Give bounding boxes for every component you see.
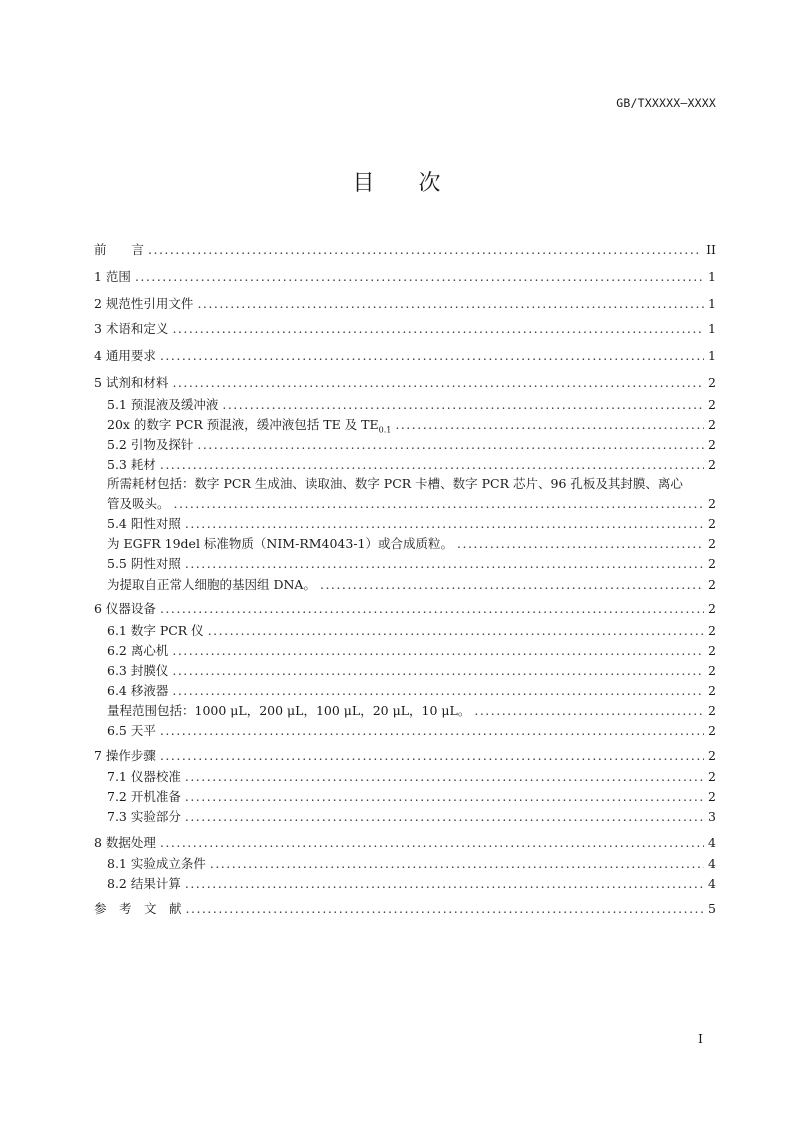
toc-entry-section-4[interactable] (94, 348, 716, 364)
toc-label: 6.3 封膜仪 (107, 663, 169, 678)
toc-leader-dots (474, 703, 704, 719)
toc-page-number: 2 (708, 663, 716, 678)
toc-leader-dots (135, 269, 704, 285)
toc-entry-section-7-3[interactable] (107, 809, 716, 825)
toc-entry-references[interactable] (94, 901, 716, 917)
toc-leader-dots (160, 457, 704, 473)
toc-label-main: 20x 的数字 PCR 预混液，缓冲液包括 TE 及 TE (107, 417, 379, 432)
toc-entry-section-5-5-note[interactable] (107, 577, 716, 593)
toc-page-number: 2 (708, 789, 716, 804)
toc-page-number: 2 (708, 643, 716, 658)
toc-label: 5.1 预混液及缓冲液 (107, 397, 219, 412)
toc-page-number: 4 (708, 856, 716, 871)
toc-leader-dots (395, 417, 704, 433)
toc-label: 7 操作步骤 (94, 748, 156, 763)
toc-leader-dots (160, 601, 704, 617)
toc-entry-section-5-3-note-line2[interactable] (107, 496, 716, 512)
toc-entry-section-5-1[interactable] (107, 397, 716, 413)
toc-entry-section-5-4[interactable] (107, 516, 716, 532)
toc-leader-dots (208, 623, 704, 639)
toc-label: 8.2 结果计算 (107, 876, 181, 891)
toc-page-number: 2 (708, 556, 716, 571)
toc-entry-section-6[interactable] (94, 601, 716, 617)
toc-leader-dots (160, 748, 704, 764)
toc-label: 5 试剂和材料 (94, 375, 169, 390)
toc-entry-section-8[interactable] (94, 835, 716, 851)
toc-label: 5.2 引物及探针 (107, 437, 194, 452)
toc-entry-section-8-1[interactable] (107, 856, 716, 872)
toc-leader-dots (185, 516, 704, 532)
toc-label: 为提取自正常人细胞的基因组 DNA。 (107, 577, 316, 592)
toc-entry-section-7-2[interactable] (107, 789, 716, 805)
toc-entry-section-2[interactable] (94, 296, 716, 312)
toc-page-number: 2 (708, 496, 716, 511)
toc-entry-section-7-1[interactable] (107, 769, 716, 785)
toc-label: 前 言 (94, 242, 145, 257)
toc-page-number: 2 (708, 748, 716, 763)
toc-label: 6.1 数字 PCR 仪 (107, 623, 204, 638)
toc-entry-section-6-5[interactable] (107, 723, 716, 739)
toc-entry-section-6-4-note[interactable] (107, 703, 716, 719)
toc-label: 参 考 文 献 (94, 901, 182, 916)
toc-leader-dots (185, 769, 704, 785)
toc-entry-section-5[interactable] (94, 375, 716, 391)
toc-label: 7.3 实验部分 (107, 809, 181, 824)
toc-leader-dots (197, 437, 704, 453)
toc-leader-dots (174, 496, 704, 512)
toc-page-number: 2 (708, 437, 716, 452)
toc-leader-dots (160, 835, 704, 851)
toc-page-number: 2 (708, 417, 716, 432)
toc-page-number: 1 (708, 348, 716, 363)
toc-leader-dots (185, 809, 704, 825)
toc-label: 2 规范性引用文件 (94, 296, 194, 311)
toc-label (107, 417, 391, 439)
toc-label: 所需耗材包括：数字 PCR 生成油、读取油、数字 PCR 卡槽、数字 PCR 芯片、96 孔板及其封膜、离心 (107, 476, 683, 491)
toc-entry-section-6-2[interactable] (107, 643, 716, 659)
toc-label: 6.4 移液器 (107, 683, 169, 698)
toc-page-number: 2 (708, 536, 716, 551)
toc-page-number: 2 (708, 723, 716, 738)
toc-label: 5.3 耗材 (107, 457, 156, 472)
toc-label-subscript: 0.1 (378, 425, 392, 435)
toc-label: 量程范围包括：1000 μL，200 μL，100 μL，20 μL，10 μL。 (107, 703, 471, 718)
toc-leader-dots (185, 556, 704, 572)
toc-leader-dots (197, 296, 704, 312)
toc-page-number: 2 (708, 375, 716, 390)
toc-leader-dots (172, 321, 704, 337)
toc-label: 6.2 离心机 (107, 643, 169, 658)
toc-entry-section-5-4-note[interactable] (107, 536, 716, 552)
toc-label: 8.1 实验成立条件 (107, 856, 206, 871)
toc-page-number: 1 (708, 296, 716, 311)
toc-label: 为 EGFR 19del 标准物质（NIM-RM4043-1）或合成质粒。 (107, 536, 454, 551)
toc-leader-dots (172, 683, 704, 699)
toc-entry-section-6-3[interactable] (107, 663, 716, 679)
toc-leader-dots (320, 577, 704, 593)
toc-entry-preface[interactable] (94, 242, 716, 258)
page-title: 目 次 (352, 171, 441, 196)
toc-leader-dots (185, 876, 704, 892)
toc-leader-dots (222, 397, 704, 413)
toc-entry-section-5-3-note-line1[interactable] (107, 476, 716, 492)
toc-entry-section-6-4[interactable] (107, 683, 716, 699)
toc-page-number: 2 (708, 601, 716, 616)
toc-entry-section-5-1-note[interactable] (107, 417, 716, 433)
toc-page-number: 2 (708, 516, 716, 531)
toc-leader-dots (185, 789, 704, 805)
toc-entry-section-5-5[interactable] (107, 556, 716, 572)
toc-leader-dots (148, 242, 702, 258)
toc-entry-section-1[interactable] (94, 269, 716, 285)
toc-entry-section-5-2[interactable] (107, 437, 716, 453)
toc-page-number: 2 (708, 397, 716, 412)
document-code: GB/TXXXXX—XXXX (616, 96, 716, 110)
toc-page-number: 1 (708, 321, 716, 336)
toc-label: 1 范围 (94, 269, 131, 284)
toc-label: 6 仪器设备 (94, 601, 156, 616)
toc-page-number: 2 (708, 703, 716, 718)
toc-label: 7.1 仪器校准 (107, 769, 181, 784)
toc-label: 管及吸头。 (107, 496, 170, 511)
toc-entry-section-8-2[interactable] (107, 876, 716, 892)
toc-page-number: 4 (708, 876, 716, 891)
toc-entry-section-7[interactable] (94, 748, 716, 764)
toc-page-number: II (706, 242, 716, 257)
toc-leader-dots (186, 901, 704, 917)
toc-label: 8 数据处理 (94, 835, 156, 850)
toc-leader-dots (172, 643, 704, 659)
toc-label: 5.4 阳性对照 (107, 516, 181, 531)
toc-page-number: 2 (708, 623, 716, 638)
toc-page-number: 2 (708, 683, 716, 698)
toc-label: 4 通用要求 (94, 348, 156, 363)
toc-page-number: 2 (708, 769, 716, 784)
toc-page-number: 2 (708, 457, 716, 472)
toc-leader-dots (172, 663, 704, 679)
toc-page-number: 2 (708, 577, 716, 592)
toc-leader-dots (160, 348, 704, 364)
toc-leader-dots (457, 536, 704, 552)
toc-label: 6.5 天平 (107, 723, 156, 738)
toc-entry-section-5-3[interactable] (107, 457, 716, 473)
toc-entry-section-3[interactable] (94, 321, 716, 337)
toc-leader-dots (210, 856, 704, 872)
toc-label: 7.2 开机准备 (107, 789, 181, 804)
toc-entry-section-6-1[interactable] (107, 623, 716, 639)
page-number: I (698, 1031, 703, 1046)
toc-page-number: 1 (708, 269, 716, 284)
toc-page-number: 4 (708, 835, 716, 850)
toc-page-number: 3 (708, 809, 716, 824)
toc-label: 3 术语和定义 (94, 321, 169, 336)
toc-leader-dots (172, 375, 704, 391)
toc-leader-dots (160, 723, 704, 739)
toc-page-number: 5 (708, 901, 716, 916)
toc-label: 5.5 阴性对照 (107, 556, 181, 571)
